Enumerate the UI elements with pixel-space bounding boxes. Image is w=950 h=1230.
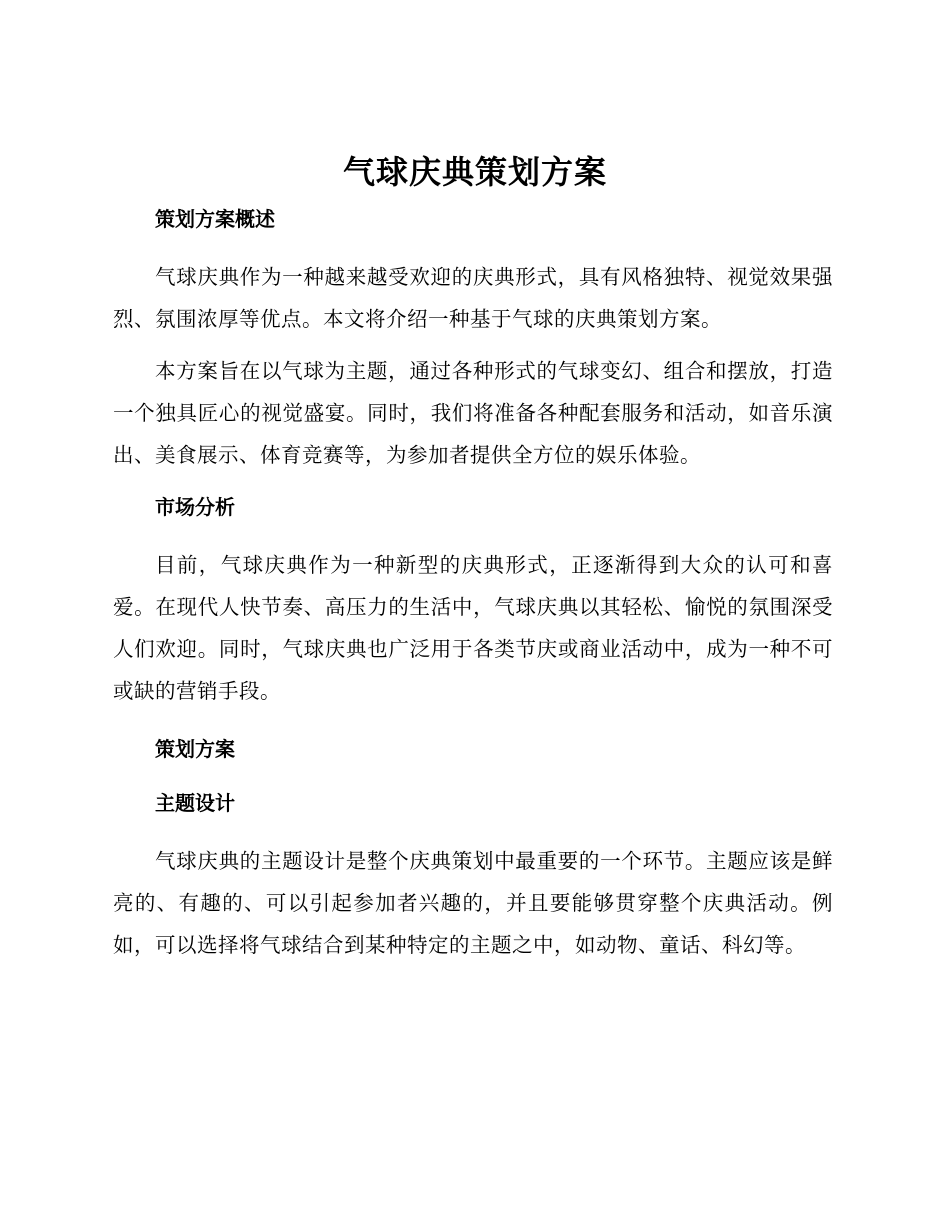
document-body — [113, 200, 833, 966]
paragraph: 目前，气球庆典作为一种新型的庆典形式，正逐渐得到大众的认可和喜爱。在现代人快节奏、高压力的生活中，气球庆典以其轻松、愉悦的氛围深受人们欢迎。同时，气球庆典也广泛用于各类节庆或商业活动中，成为一种不可或缺的营销手段。 — [113, 553, 833, 703]
section-heading-theme-design: 主题设计 — [155, 791, 235, 815]
section-heading-market-analysis: 市场分析 — [155, 495, 235, 519]
paragraph: 本方案旨在以气球为主题，通过各种形式的气球变幻、组合和摆放，打造一个独具匠心的视觉盛宴。同时，我们将准备各种配套服务和活动，如音乐演出、美食展示、体育竞赛等，为参加者提供全方位的娱乐体验。 — [113, 359, 833, 467]
section-heading-plan: 策划方案 — [155, 737, 235, 761]
section-heading-overview: 策划方案概述 — [155, 207, 275, 231]
paragraph: 气球庆典的主题设计是整个庆典策划中最重要的一个环节。主题应该是鲜亮的、有趣的、可以引起参加者兴趣的，并且要能够贯穿整个庆典活动。例如，可以选择将气球结合到某种特定的主题之中，如动物、童话、科幻等。 — [113, 849, 833, 957]
paragraph: 气球庆典作为一种越来越受欢迎的庆典形式，具有风格独特、视觉效果强烈、氛围浓厚等优点。本文将介绍一种基于气球的庆典策划方案。 — [113, 265, 833, 331]
document-title: 气球庆典策划方案 — [342, 153, 607, 191]
